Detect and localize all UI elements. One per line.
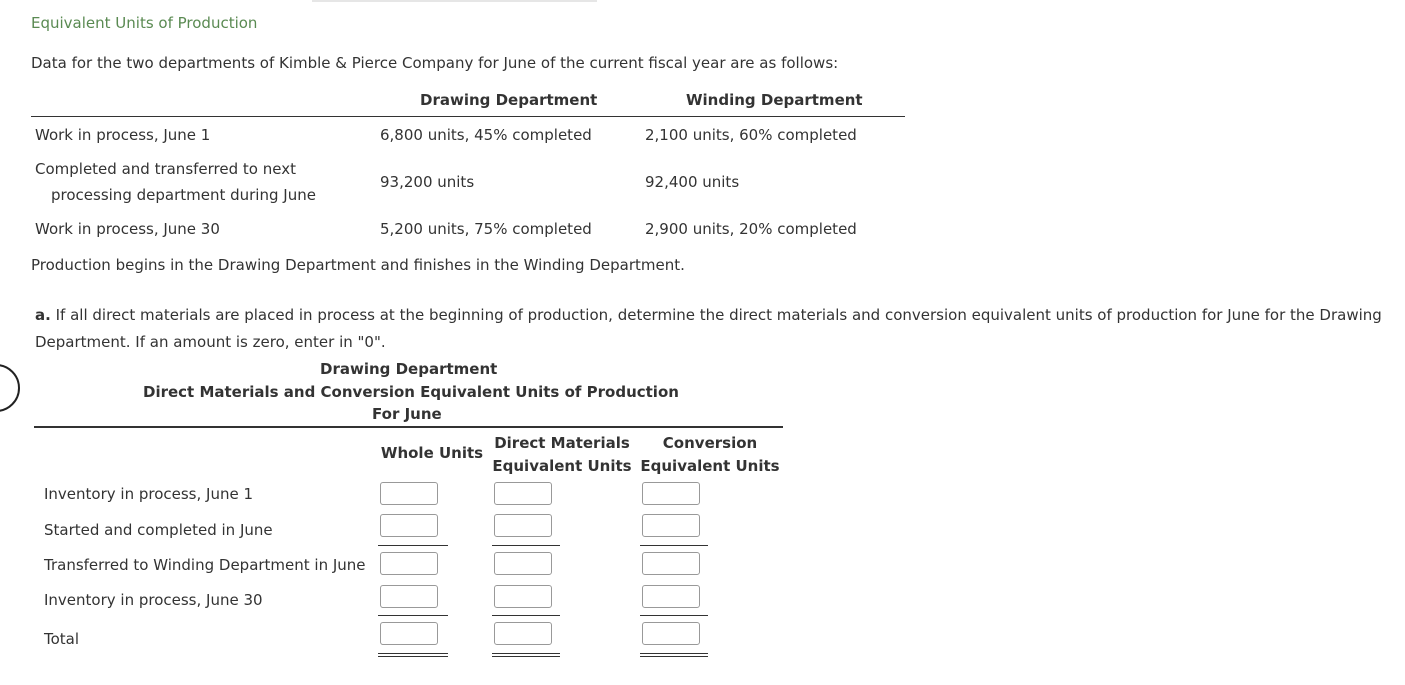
- intro-text: Data for the two departments of Kimble & Pierce Company for June of the current fiscal year are as follows:: [31, 54, 839, 72]
- row-label-completed-line2: processing department during June: [51, 186, 316, 204]
- input-dm-started-completed[interactable]: [494, 514, 552, 537]
- answer-title-main: Direct Materials and Conversion Equivalent Units of Production: [143, 383, 679, 401]
- label-inventory-june1: Inventory in process, June 1: [44, 485, 254, 503]
- input-conv-started-completed[interactable]: [642, 514, 700, 537]
- winding-wip-june1: 2,100 units, 60% completed: [645, 126, 857, 144]
- col-header-winding: Winding Department: [686, 91, 863, 109]
- question-text: If all direct materials are placed in process at the beginning of production, determine the direct materials and conversion equivalent units of production for June for the Drawing Department. If an amount is zero, enter in "0".: [35, 306, 1382, 351]
- production-note: Production begins in the Drawing Department and finishes in the Winding Department.: [31, 256, 685, 274]
- label-total: Total: [44, 630, 80, 648]
- subtotal-rule-conv: [640, 545, 708, 546]
- drawing-wip-june1: 6,800 units, 45% completed: [380, 126, 592, 144]
- input-conv-inventory-june30[interactable]: [642, 585, 700, 608]
- input-whole-inventory-june1[interactable]: [380, 482, 438, 505]
- answer-title-period: For June: [372, 405, 442, 423]
- page-title: Equivalent Units of Production: [31, 14, 258, 32]
- label-started-completed: Started and completed in June: [44, 521, 273, 539]
- input-dm-inventory-june30[interactable]: [494, 585, 552, 608]
- col-conversion: Conversion Equivalent Units: [640, 434, 780, 475]
- question-letter: a.: [35, 306, 51, 324]
- subtotal-rule-dm: [492, 545, 560, 546]
- input-conv-inventory-june1[interactable]: [642, 482, 700, 505]
- input-dm-inventory-june1[interactable]: [494, 482, 552, 505]
- input-conv-transferred[interactable]: [642, 552, 700, 575]
- input-whole-total[interactable]: [380, 622, 438, 645]
- row-label-wip-june1: Work in process, June 1: [35, 126, 211, 144]
- winding-wip-june30: 2,900 units, 20% completed: [645, 220, 857, 238]
- col-header-drawing: Drawing Department: [420, 91, 598, 109]
- header-rule: [31, 116, 905, 117]
- double-rule-dm: [492, 653, 560, 657]
- drawing-completed: 93,200 units: [380, 173, 475, 191]
- double-rule-whole: [378, 653, 448, 657]
- label-inventory-june30: Inventory in process, June 30: [44, 591, 263, 609]
- input-whole-transferred[interactable]: [380, 552, 438, 575]
- double-rule-conv: [640, 653, 708, 657]
- input-whole-started-completed[interactable]: [380, 514, 438, 537]
- col-whole-units: Whole Units: [380, 444, 484, 462]
- question-a: [35, 302, 1395, 356]
- total-rule-dm: [492, 615, 560, 616]
- input-conv-total[interactable]: [642, 622, 700, 645]
- row-label-wip-june30: Work in process, June 30: [35, 220, 220, 238]
- drawing-wip-june30: 5,200 units, 75% completed: [380, 220, 592, 238]
- total-rule-conv: [640, 615, 708, 616]
- label-transferred: Transferred to Winding Department in June: [44, 556, 366, 574]
- top-divider: [312, 0, 597, 2]
- input-whole-inventory-june30[interactable]: [380, 585, 438, 608]
- input-dm-transferred[interactable]: [494, 552, 552, 575]
- row-label-completed-line1: Completed and transferred to next: [35, 160, 296, 178]
- input-dm-total[interactable]: [494, 622, 552, 645]
- total-rule-whole: [378, 615, 448, 616]
- winding-completed: 92,400 units: [645, 173, 740, 191]
- answer-title-department: Drawing Department: [320, 360, 498, 378]
- subtotal-rule-whole: [378, 545, 448, 546]
- circle-marker-icon: [0, 364, 20, 412]
- col-direct-materials: Direct Materials Equivalent Units: [492, 434, 632, 475]
- answer-header-rule: [34, 426, 783, 428]
